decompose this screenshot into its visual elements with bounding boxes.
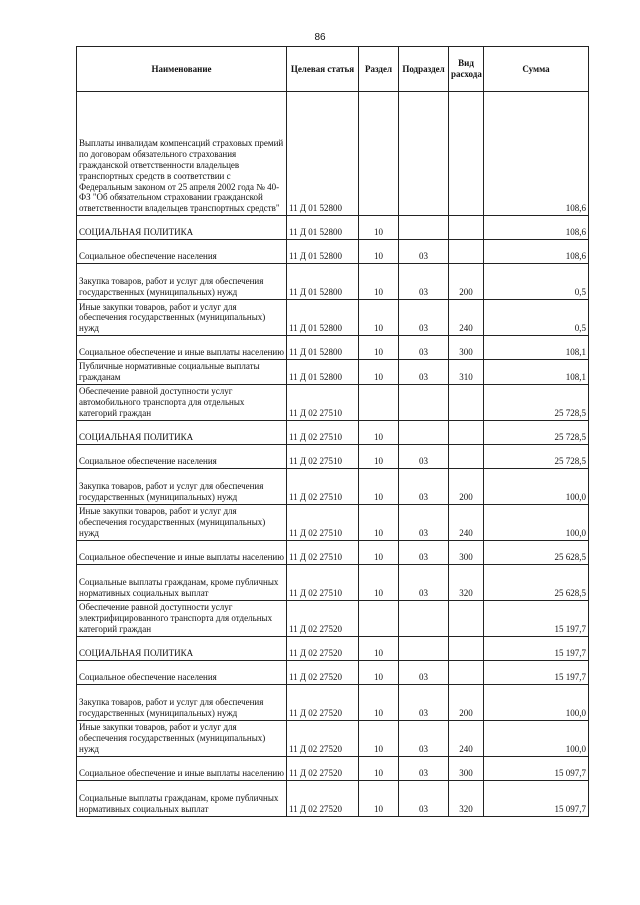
row-target-cell: 11 Д 02 27510	[287, 504, 359, 540]
row-name-cell: Социальное обеспечение и иные выплаты населению	[77, 540, 287, 564]
table-row	[77, 504, 589, 540]
row-name-cell: Иные закупки товаров, работ и услуг для обеспечения государственных (муниципальных) нужд	[77, 300, 287, 336]
table-row	[77, 444, 589, 468]
row-section-cell	[359, 384, 399, 420]
row-subsection-cell: 03	[399, 540, 449, 564]
row-amount-cell: 108,6	[484, 240, 589, 264]
row-section-cell: 10	[359, 564, 399, 600]
row-amount-cell: 25 628,5	[484, 540, 589, 564]
table-row	[77, 420, 589, 444]
row-name-cell: СОЦИАЛЬНАЯ ПОЛИТИКА	[77, 420, 287, 444]
col-header-section: Раздел	[359, 47, 399, 92]
table-row	[77, 300, 589, 336]
row-target-cell: 11 Д 01 52800	[287, 216, 359, 240]
row-target-cell: 11 Д 01 52800	[287, 300, 359, 336]
row-section-cell: 10	[359, 636, 399, 660]
table-row	[77, 264, 589, 300]
row-section-cell: 10	[359, 360, 399, 385]
table-body	[77, 92, 589, 817]
row-expense-type-cell: 320	[449, 780, 484, 816]
row-subsection-cell: 03	[399, 756, 449, 780]
row-subsection-cell: 03	[399, 240, 449, 264]
row-target-cell: 11 Д 02 27520	[287, 780, 359, 816]
row-section-cell: 10	[359, 684, 399, 720]
row-section-cell: 10	[359, 420, 399, 444]
row-amount-cell: 108,1	[484, 360, 589, 385]
row-amount-cell: 15 197,7	[484, 660, 589, 684]
row-section-cell: 10	[359, 264, 399, 300]
row-section-cell: 10	[359, 720, 399, 756]
row-expense-type-cell	[449, 216, 484, 240]
row-target-cell: 11 Д 02 27510	[287, 444, 359, 468]
row-name-cell: Закупка товаров, работ и услуг для обеспечения государственных (муниципальных) нужд	[77, 684, 287, 720]
table-row	[77, 92, 589, 216]
row-section-cell: 10	[359, 468, 399, 504]
row-expense-type-cell: 310	[449, 360, 484, 385]
row-expense-type-cell: 200	[449, 468, 484, 504]
row-target-cell: 11 Д 01 52800	[287, 92, 359, 216]
row-name-cell: Социальные выплаты гражданам, кроме публичных нормативных социальных выплат	[77, 564, 287, 600]
row-section-cell: 10	[359, 756, 399, 780]
row-subsection-cell	[399, 384, 449, 420]
row-amount-cell: 15 197,7	[484, 636, 589, 660]
table-row	[77, 756, 589, 780]
table-row	[77, 384, 589, 420]
row-amount-cell: 0,5	[484, 300, 589, 336]
table-row	[77, 564, 589, 600]
row-amount-cell: 108,1	[484, 336, 589, 360]
row-amount-cell: 25 728,5	[484, 384, 589, 420]
row-expense-type-cell: 240	[449, 720, 484, 756]
row-section-cell: 10	[359, 300, 399, 336]
row-target-cell: 11 Д 01 52800	[287, 264, 359, 300]
row-expense-type-cell: 200	[449, 684, 484, 720]
row-name-cell: СОЦИАЛЬНАЯ ПОЛИТИКА	[77, 216, 287, 240]
row-expense-type-cell: 240	[449, 504, 484, 540]
table-row	[77, 240, 589, 264]
row-subsection-cell: 03	[399, 444, 449, 468]
table-row	[77, 336, 589, 360]
row-target-cell: 11 Д 01 52800	[287, 336, 359, 360]
row-expense-type-cell: 200	[449, 264, 484, 300]
col-header-target: Целевая статья	[287, 47, 359, 92]
row-target-cell: 11 Д 02 27520	[287, 636, 359, 660]
row-section-cell: 10	[359, 240, 399, 264]
row-name-cell: Социальное обеспечение и иные выплаты населению	[77, 756, 287, 780]
row-name-cell: Социальное обеспечение населения	[77, 444, 287, 468]
row-target-cell: 11 Д 02 27510	[287, 384, 359, 420]
row-expense-type-cell	[449, 240, 484, 264]
row-section-cell	[359, 92, 399, 216]
row-name-cell: Социальное обеспечение населения	[77, 660, 287, 684]
row-expense-type-cell	[449, 420, 484, 444]
row-subsection-cell	[399, 92, 449, 216]
row-subsection-cell: 03	[399, 300, 449, 336]
table-row	[77, 216, 589, 240]
row-subsection-cell: 03	[399, 720, 449, 756]
row-target-cell: 11 Д 02 27510	[287, 540, 359, 564]
row-name-cell: Обеспечение равной доступности услуг электрифицированного транспорта для отдельных категорий граждан	[77, 600, 287, 636]
row-amount-cell: 108,6	[484, 92, 589, 216]
row-amount-cell: 15 097,7	[484, 756, 589, 780]
row-amount-cell: 15 197,7	[484, 600, 589, 636]
table-row	[77, 540, 589, 564]
row-section-cell: 10	[359, 660, 399, 684]
row-amount-cell: 100,0	[484, 720, 589, 756]
row-name-cell: Социальное обеспечение и иные выплаты населению	[77, 336, 287, 360]
col-header-subsection: Подраздел	[399, 47, 449, 92]
row-name-cell: Социальное обеспечение населения	[77, 240, 287, 264]
table-header-row	[77, 47, 589, 92]
row-subsection-cell: 03	[399, 684, 449, 720]
row-target-cell: 11 Д 02 27520	[287, 684, 359, 720]
row-section-cell: 10	[359, 336, 399, 360]
row-subsection-cell: 03	[399, 504, 449, 540]
row-section-cell: 10	[359, 216, 399, 240]
row-expense-type-cell	[449, 92, 484, 216]
row-name-cell: Иные закупки товаров, работ и услуг для обеспечения государственных (муниципальных) нужд	[77, 504, 287, 540]
row-expense-type-cell: 300	[449, 756, 484, 780]
table-row	[77, 636, 589, 660]
row-subsection-cell: 03	[399, 360, 449, 385]
row-amount-cell: 100,0	[484, 684, 589, 720]
table-row	[77, 360, 589, 385]
row-subsection-cell: 03	[399, 564, 449, 600]
row-target-cell: 11 Д 01 52800	[287, 240, 359, 264]
row-section-cell	[359, 600, 399, 636]
row-expense-type-cell	[449, 660, 484, 684]
row-subsection-cell: 03	[399, 264, 449, 300]
row-expense-type-cell	[449, 636, 484, 660]
row-subsection-cell	[399, 420, 449, 444]
budget-table	[76, 46, 589, 817]
row-subsection-cell: 03	[399, 468, 449, 504]
row-name-cell: Публичные нормативные социальные выплаты гражданам	[77, 360, 287, 385]
row-target-cell: 11 Д 02 27520	[287, 600, 359, 636]
row-subsection-cell: 03	[399, 660, 449, 684]
row-target-cell: 11 Д 02 27520	[287, 720, 359, 756]
row-section-cell: 10	[359, 540, 399, 564]
table-row	[77, 468, 589, 504]
table-row	[77, 600, 589, 636]
row-subsection-cell: 03	[399, 780, 449, 816]
row-target-cell: 11 Д 02 27510	[287, 468, 359, 504]
table-row	[77, 660, 589, 684]
row-expense-type-cell: 300	[449, 336, 484, 360]
row-subsection-cell	[399, 216, 449, 240]
row-section-cell: 10	[359, 444, 399, 468]
row-section-cell: 10	[359, 504, 399, 540]
row-expense-type-cell: 320	[449, 564, 484, 600]
row-amount-cell: 100,0	[484, 504, 589, 540]
table-row	[77, 780, 589, 816]
row-amount-cell: 25 628,5	[484, 564, 589, 600]
row-expense-type-cell	[449, 384, 484, 420]
row-amount-cell: 100,0	[484, 468, 589, 504]
row-amount-cell: 25 728,5	[484, 444, 589, 468]
row-expense-type-cell: 240	[449, 300, 484, 336]
row-name-cell: Иные закупки товаров, работ и услуг для обеспечения государственных (муниципальных) нужд	[77, 720, 287, 756]
row-target-cell: 11 Д 02 27510	[287, 564, 359, 600]
row-target-cell: 11 Д 01 52800	[287, 360, 359, 385]
row-subsection-cell: 03	[399, 336, 449, 360]
row-target-cell: 11 Д 02 27520	[287, 660, 359, 684]
row-amount-cell: 15 097,7	[484, 780, 589, 816]
row-amount-cell: 108,6	[484, 216, 589, 240]
row-name-cell: Выплаты инвалидам компенсаций страховых премий по договорам обязательного страхования гражданской ответственности владельцев транспортных средств в соответствии с Федеральным законом от 25 апреля 2002 года № 40-ФЗ "Об обязательном страховании гражданской ответственности владельцев транспортных средств"	[77, 92, 287, 216]
col-header-expense-type: Вид расхода	[449, 47, 484, 92]
row-name-cell: Социальные выплаты гражданам, кроме публичных нормативных социальных выплат	[77, 780, 287, 816]
row-name-cell: Закупка товаров, работ и услуг для обеспечения государственных (муниципальных) нужд	[77, 468, 287, 504]
row-name-cell: СОЦИАЛЬНАЯ ПОЛИТИКА	[77, 636, 287, 660]
row-target-cell: 11 Д 02 27510	[287, 420, 359, 444]
row-target-cell: 11 Д 02 27520	[287, 756, 359, 780]
table-row	[77, 720, 589, 756]
row-name-cell: Обеспечение равной доступности услуг автомобильного транспорта для отдельных категорий граждан	[77, 384, 287, 420]
row-amount-cell: 0,5	[484, 264, 589, 300]
row-name-cell: Закупка товаров, работ и услуг для обеспечения государственных (муниципальных) нужд	[77, 264, 287, 300]
row-section-cell: 10	[359, 780, 399, 816]
table-row	[77, 684, 589, 720]
row-subsection-cell	[399, 600, 449, 636]
row-expense-type-cell	[449, 444, 484, 468]
col-header-amount: Сумма	[484, 47, 589, 92]
col-header-name: Наименование	[77, 47, 287, 92]
row-amount-cell: 25 728,5	[484, 420, 589, 444]
row-expense-type-cell	[449, 600, 484, 636]
row-subsection-cell	[399, 636, 449, 660]
page-number: 86	[314, 32, 326, 43]
row-expense-type-cell: 300	[449, 540, 484, 564]
